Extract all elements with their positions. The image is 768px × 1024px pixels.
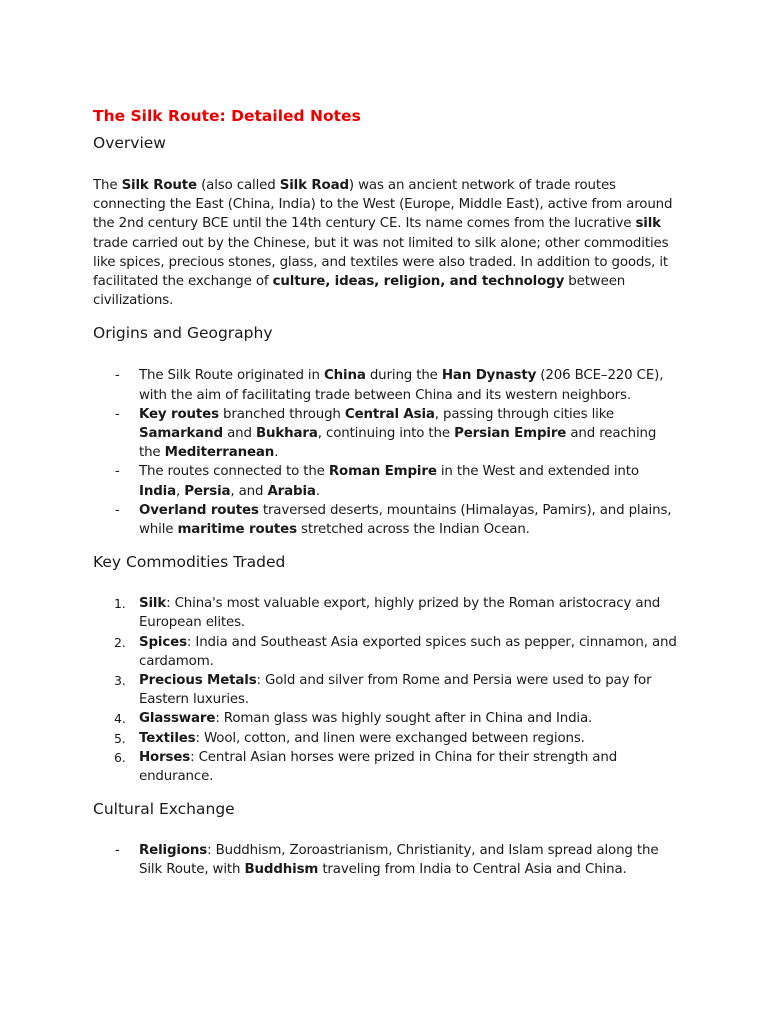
text: : India and Southeast Asia exported spices such as pepper, cinnamon, and cardamom. — [139, 634, 677, 669]
text: traversed deserts, mountains (Himalayas, Pamirs), and plains, while — [139, 502, 672, 538]
list-item — [93, 671, 678, 709]
text: ) was an ancient network of trade routes connecting the East (China, India) to the West (Europe, Middle East), active from around the 2nd century BCE until the 14th century CE. Its name comes from the lucrative — [93, 178, 673, 232]
text: , continuing into the — [317, 426, 455, 442]
text: : Central Asian horses were prized in China for their strength and endurance. — [139, 749, 618, 785]
list-marker: - — [115, 502, 120, 518]
bold-text: Spices — [139, 634, 187, 650]
bold-text: Silk — [139, 596, 167, 612]
list-marker: - — [115, 368, 120, 384]
text: stretched across the Indian Ocean. — [296, 522, 530, 538]
bold-text: Central Asia — [344, 406, 435, 422]
list-item — [93, 462, 678, 500]
text: , and — [230, 483, 268, 499]
list-marker: - — [115, 406, 120, 422]
bold-text: Samarkand — [139, 426, 223, 442]
bold-text: Silk Route — [121, 178, 197, 193]
bold-text: Glassware — [139, 711, 216, 727]
list-item — [93, 748, 678, 786]
text: : Wool, cotton, and linen were exchanged between regions. — [195, 730, 585, 746]
text: (also called — [196, 178, 280, 193]
document-title: The Silk Route: Detailed Notes — [93, 107, 361, 125]
list-number: 2. — [114, 634, 126, 650]
text: : China's most valuable export, highly prized by the Roman aristocracy and European elites. — [139, 596, 661, 631]
bold-text: silk — [635, 216, 661, 232]
text: : Gold and silver from Rome and Persia were used to pay for Eastern luxuries. — [139, 673, 652, 708]
overview-paragraph — [93, 176, 678, 310]
bold-text: Textiles — [139, 730, 196, 746]
text: . — [274, 445, 279, 461]
list-item — [93, 709, 678, 728]
heading-origins: Origins and Geography — [93, 324, 273, 343]
list-item — [93, 366, 678, 404]
text: (206 BCE–220 CE), with the aim of facilitating trade between China and its western neighbors. — [139, 368, 664, 403]
text: and reaching the — [139, 426, 657, 461]
bold-text: Persia — [184, 483, 231, 499]
text: : Buddhism, Zoroastrianism, Christianity, and Islam spread along the Silk Route, with — [139, 843, 659, 878]
text: during the — [365, 368, 442, 384]
origins-list — [93, 366, 678, 539]
bold-text: culture, ideas, religion, and technology — [272, 274, 565, 290]
bold-text: maritime routes — [177, 522, 297, 538]
list-item — [93, 633, 678, 671]
list-item — [93, 594, 678, 632]
bold-text: Precious Metals — [139, 673, 257, 689]
list-item — [93, 729, 678, 748]
bold-text: China — [323, 368, 366, 384]
bold-text: Persian Empire — [454, 426, 567, 442]
bold-text: Buddhism — [244, 862, 319, 878]
text: The Silk Route originated in — [139, 368, 324, 384]
heading-cultural-exchange: Cultural Exchange — [93, 800, 235, 819]
list-marker: - — [115, 843, 120, 859]
text: , — [175, 483, 185, 499]
text: between civilizations. — [93, 274, 626, 309]
text: , passing through cities like — [434, 406, 614, 422]
bold-text: Overland routes — [139, 502, 259, 518]
text: trade carried out by the Chinese, but it was not limited to silk alone; other commodities like spices, precious stones, glass, and textiles were also traded. In addition to goods, it facilitated the exchange of — [93, 235, 669, 290]
text: The — [93, 178, 122, 193]
list-item — [93, 405, 678, 463]
list-marker: - — [115, 464, 120, 480]
text: The routes connected to the — [139, 464, 329, 480]
cultural-exchange-list — [93, 841, 678, 879]
commodities-list — [93, 594, 678, 786]
list-number: 1. — [114, 596, 126, 612]
list-item — [93, 841, 678, 879]
text: . — [315, 483, 320, 499]
bold-text: India — [139, 483, 176, 499]
text: : Roman glass was highly sought after in China and India. — [215, 711, 593, 727]
bold-text: Bukhara — [255, 426, 318, 442]
bold-text: Roman Empire — [328, 464, 437, 480]
bold-text: Mediterranean — [164, 445, 275, 461]
document-page — [93, 104, 678, 880]
list-number: 6. — [114, 749, 126, 765]
bold-text: Religions — [139, 843, 208, 859]
text: in the West and extended into — [436, 464, 639, 480]
bold-text: Silk Road — [279, 178, 349, 193]
list-number: 3. — [114, 673, 126, 689]
text: traveling from India to Central Asia and China. — [318, 862, 627, 878]
heading-overview: Overview — [93, 134, 166, 152]
list-number: 4. — [114, 711, 126, 727]
text: and — [222, 426, 256, 442]
bold-text: Key routes — [139, 406, 219, 422]
bold-text: Horses — [139, 749, 191, 765]
list-number: 5. — [114, 730, 126, 746]
text: branched through — [218, 406, 345, 422]
list-item — [93, 501, 678, 539]
heading-commodities: Key Commodities Traded — [93, 553, 286, 572]
bold-text: Arabia — [267, 483, 316, 499]
bold-text: Han Dynasty — [441, 368, 537, 384]
